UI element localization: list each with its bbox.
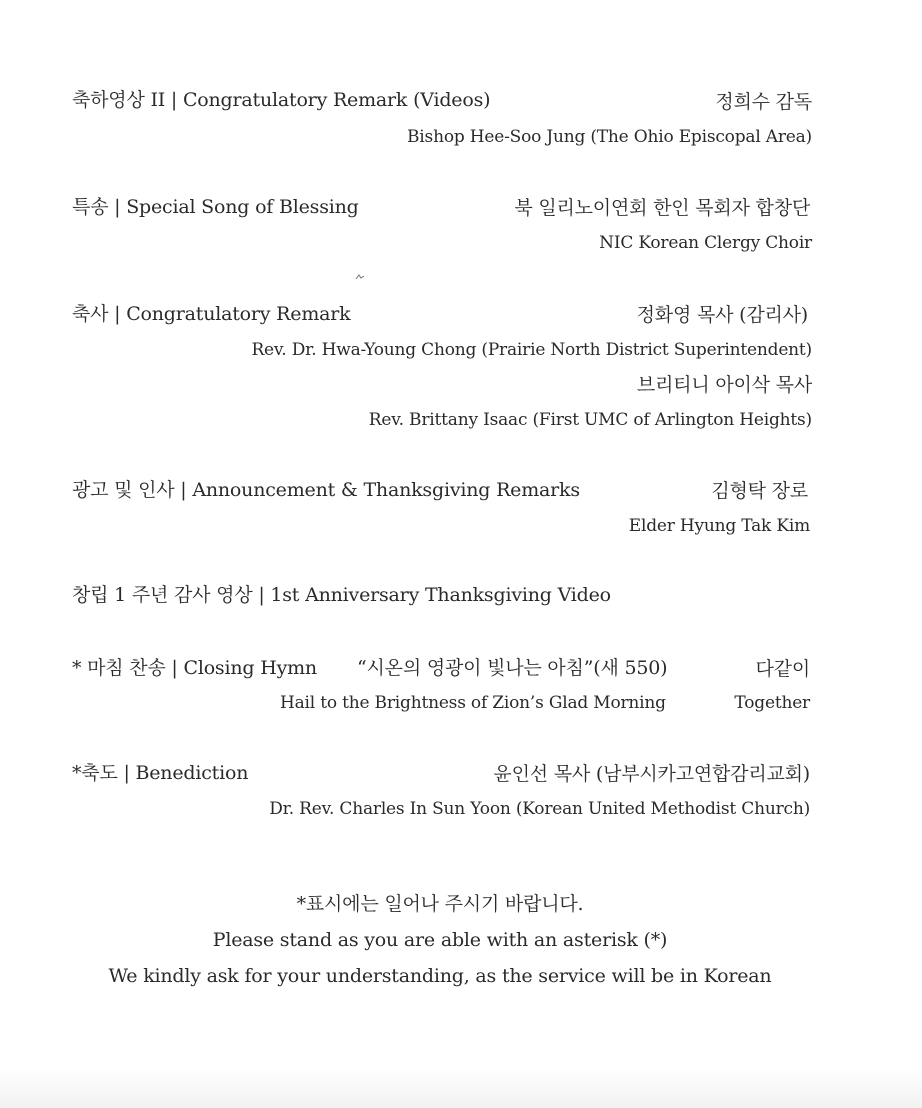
item-person-name: 정희수 감독 [715,91,812,113]
standing-note-ko: *표시에는 일어나 주시기 바랍니다. [296,893,584,915]
item-person-name: 윤인선 목사 (남부시카고연합감리교회) [493,763,810,785]
item-person-desc: Dr. Rev. Charles In Sun Yoon (Korean United Methodist Church) [269,799,810,819]
item-person-desc: Rev. Brittany Isaac (First UMC of Arlington Heights) [368,410,812,430]
item-title: 특송 | Special Song of Blessing [72,196,359,218]
item-person-name: 북 일리노이연회 한인 목회자 합창단 [514,197,810,219]
item-person-desc: Bishop Hee-Soo Jung (The Ohio Episcopal Area) [407,127,812,147]
item-person-desc: Elder Hyung Tak Kim [628,516,810,536]
item-title: 축하영상 II | Congratulatory Remark (Videos) [72,89,491,111]
scan-shadow [0,1068,922,1108]
item-person-name: 정화영 목사 (감리사) [636,304,808,326]
item-person-name: 김형탁 장로 [711,480,808,502]
item-person-desc: NIC Korean Clergy Choir [599,233,812,253]
language-note: We kindly ask for your understanding, as the service will be in Korean [108,965,772,987]
hymn-title-ko: “시온의 영광이 빛나는 아침”(새 550) [357,657,668,679]
item-person-name: 브리티니 아이삭 목사 [636,374,812,396]
item-title: 창립 1 주년 감사 영상 | 1st Anniversary Thanksgiving Video [72,584,611,606]
item-person-name: 다같이 [755,658,810,680]
item-title: * 마침 찬송 | Closing Hymn [72,657,317,679]
standing-note-en: Please stand as you are able with an asterisk (*) [212,929,668,951]
hymn-title-en: Hail to the Brightness of Zion’s Glad Morning [280,693,666,713]
item-person-desc: Rev. Dr. Hwa-Young Chong (Prairie North District Superintendent) [251,340,812,360]
item-person-desc: Together [734,693,810,713]
item-title: *축도 | Benediction [72,762,249,784]
item-title: 축사 | Congratulatory Remark [72,303,351,325]
print-speck [355,272,365,280]
item-title: 광고 및 인사 | Announcement & Thanksgiving Remarks [72,479,580,501]
